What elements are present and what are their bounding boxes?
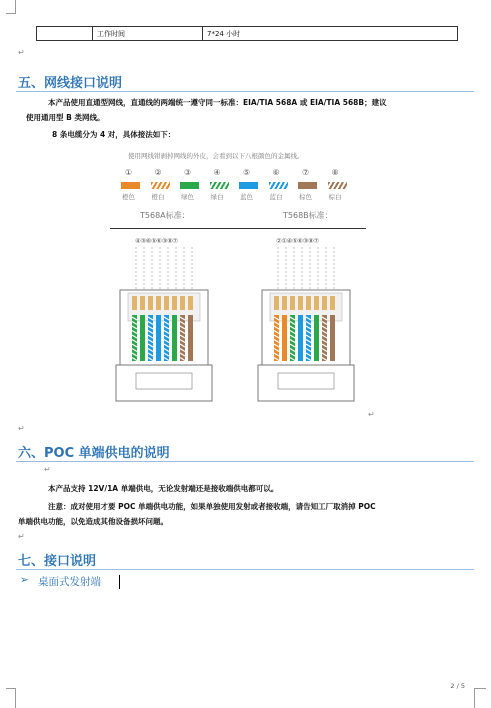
paragraph-mark: ↵ <box>368 410 375 419</box>
wire-number: ⑥ <box>272 168 280 177</box>
wire-swatch <box>239 182 258 189</box>
wire-number: ⑤ <box>243 168 251 177</box>
connector-body <box>116 365 212 401</box>
wire-swatch <box>210 182 229 189</box>
paragraph-mark: ↵ <box>18 48 25 57</box>
wire-swatch <box>269 182 288 189</box>
wire-strand <box>314 315 319 361</box>
section-5-paragraph-1b: 使用通用型 B 类网线。 <box>26 113 105 122</box>
text-cursor <box>119 575 120 589</box>
wire-strand <box>188 315 193 361</box>
gold-contact <box>188 296 193 310</box>
section-6-paragraph-2: 注意：成对使用才要 POC 单端供电功能，如果单独使用发射或者接收端，请告知工厂取消掉 POC <box>48 502 376 511</box>
heading-rule <box>16 569 474 570</box>
section-7-heading: 七、接口说明 <box>18 554 97 569</box>
t568b-label: T568B标准： <box>283 211 333 220</box>
wire-strand <box>298 315 303 361</box>
wire-label: 蓝色 <box>240 193 253 201</box>
section-6-heading: 六、POC 单端供电的说明 <box>18 446 170 461</box>
t568a-label: T568A标准： <box>140 211 190 220</box>
gold-contact <box>330 296 335 310</box>
wire-strand <box>172 315 177 361</box>
gold-contact <box>172 296 177 310</box>
crop-mark <box>474 688 486 708</box>
t568a-pin-order: ④③⑥⑤⑥③⑧⑦ <box>135 237 178 245</box>
gold-contact <box>322 296 327 310</box>
t568b-pin-order: ②①④⑤⑥③⑧⑦ <box>276 237 319 245</box>
section-6-paragraph-2b: 单端供电功能，以免造成其他设备损坏问题。 <box>18 517 168 526</box>
wire-label: 橙白 <box>151 193 165 201</box>
gold-contact <box>314 296 319 310</box>
table-row <box>37 27 458 41</box>
wire-strand <box>156 315 161 361</box>
bullet-icon: ➢ <box>20 574 29 586</box>
wire-label: 橙色 <box>122 193 135 201</box>
rj45-connector-t568b <box>258 247 354 401</box>
heading-rule <box>16 91 474 92</box>
paragraph-mark: ↵ <box>44 465 51 474</box>
gold-contact <box>306 296 311 310</box>
wire-strand <box>330 315 335 361</box>
gold-contact <box>156 296 161 310</box>
wire-number: ④ <box>213 168 221 177</box>
table-cell: 7*24 小时 <box>203 27 458 41</box>
wire-swatch <box>151 182 170 189</box>
gold-contact <box>180 296 185 310</box>
divider-line <box>110 228 366 229</box>
wire-strand <box>282 315 287 361</box>
section-7-subheading: 桌面式发射端 <box>38 576 101 588</box>
gold-contact <box>164 296 169 310</box>
gold-contact <box>298 296 303 310</box>
wire-label: 棕白 <box>328 193 342 201</box>
wire-swatch <box>298 182 317 189</box>
gold-contact <box>290 296 295 310</box>
section-5-paragraph-2: 8 条电缆分为 4 对，具体接法如下： <box>52 130 176 139</box>
connector-body <box>258 365 354 401</box>
wire-swatch <box>121 182 140 189</box>
rj45-connectors-diagram <box>110 245 370 405</box>
section-5-heading: 五、网线接口说明 <box>18 76 123 91</box>
wire-number: ① <box>125 168 133 177</box>
paragraph-mark: ↵ <box>18 424 25 433</box>
wire-strand <box>140 315 145 361</box>
gold-contact <box>140 296 145 310</box>
section-5-paragraph-1: 本产品使用直通型网线，直通线的两端统一遵守同一标准：EIA/TIA 568A 或 EIA/TIA 568B；建议 <box>48 98 387 107</box>
wire-number: ⑦ <box>302 168 310 177</box>
wire-number: ⑧ <box>331 168 339 177</box>
gold-contact <box>132 296 137 310</box>
section-6-paragraph-1: 本产品支持 12V/1A 单端供电，无论发射端还是接收端供电都可以。 <box>48 484 279 493</box>
rj45-connector-t568a <box>116 247 212 401</box>
wire-number: ③ <box>184 168 192 177</box>
table-cell: 工作时间 <box>93 27 203 41</box>
gold-contact <box>274 296 279 310</box>
diagram-caption: 使用网线钳剥掉网线的外皮，会看到以下八根颜色的金属线。 <box>128 152 304 160</box>
wire-label: 绿色 <box>181 193 194 201</box>
heading-rule <box>16 461 474 462</box>
gold-contact <box>282 296 287 310</box>
wire-number: ② <box>154 168 162 177</box>
gold-contact <box>148 296 153 310</box>
page-number: 2 / 5 <box>450 682 465 690</box>
work-hours-table <box>36 26 458 41</box>
wire-label: 绿白 <box>210 193 224 201</box>
wire-swatch <box>328 182 347 189</box>
wire-label: 棕色 <box>299 193 312 201</box>
crop-mark <box>6 0 16 14</box>
wire-swatch <box>180 182 199 189</box>
table-cell <box>37 27 93 41</box>
paragraph-mark: ↵ <box>18 532 25 541</box>
crop-mark <box>6 688 16 708</box>
wire-label: 蓝白 <box>269 193 283 201</box>
